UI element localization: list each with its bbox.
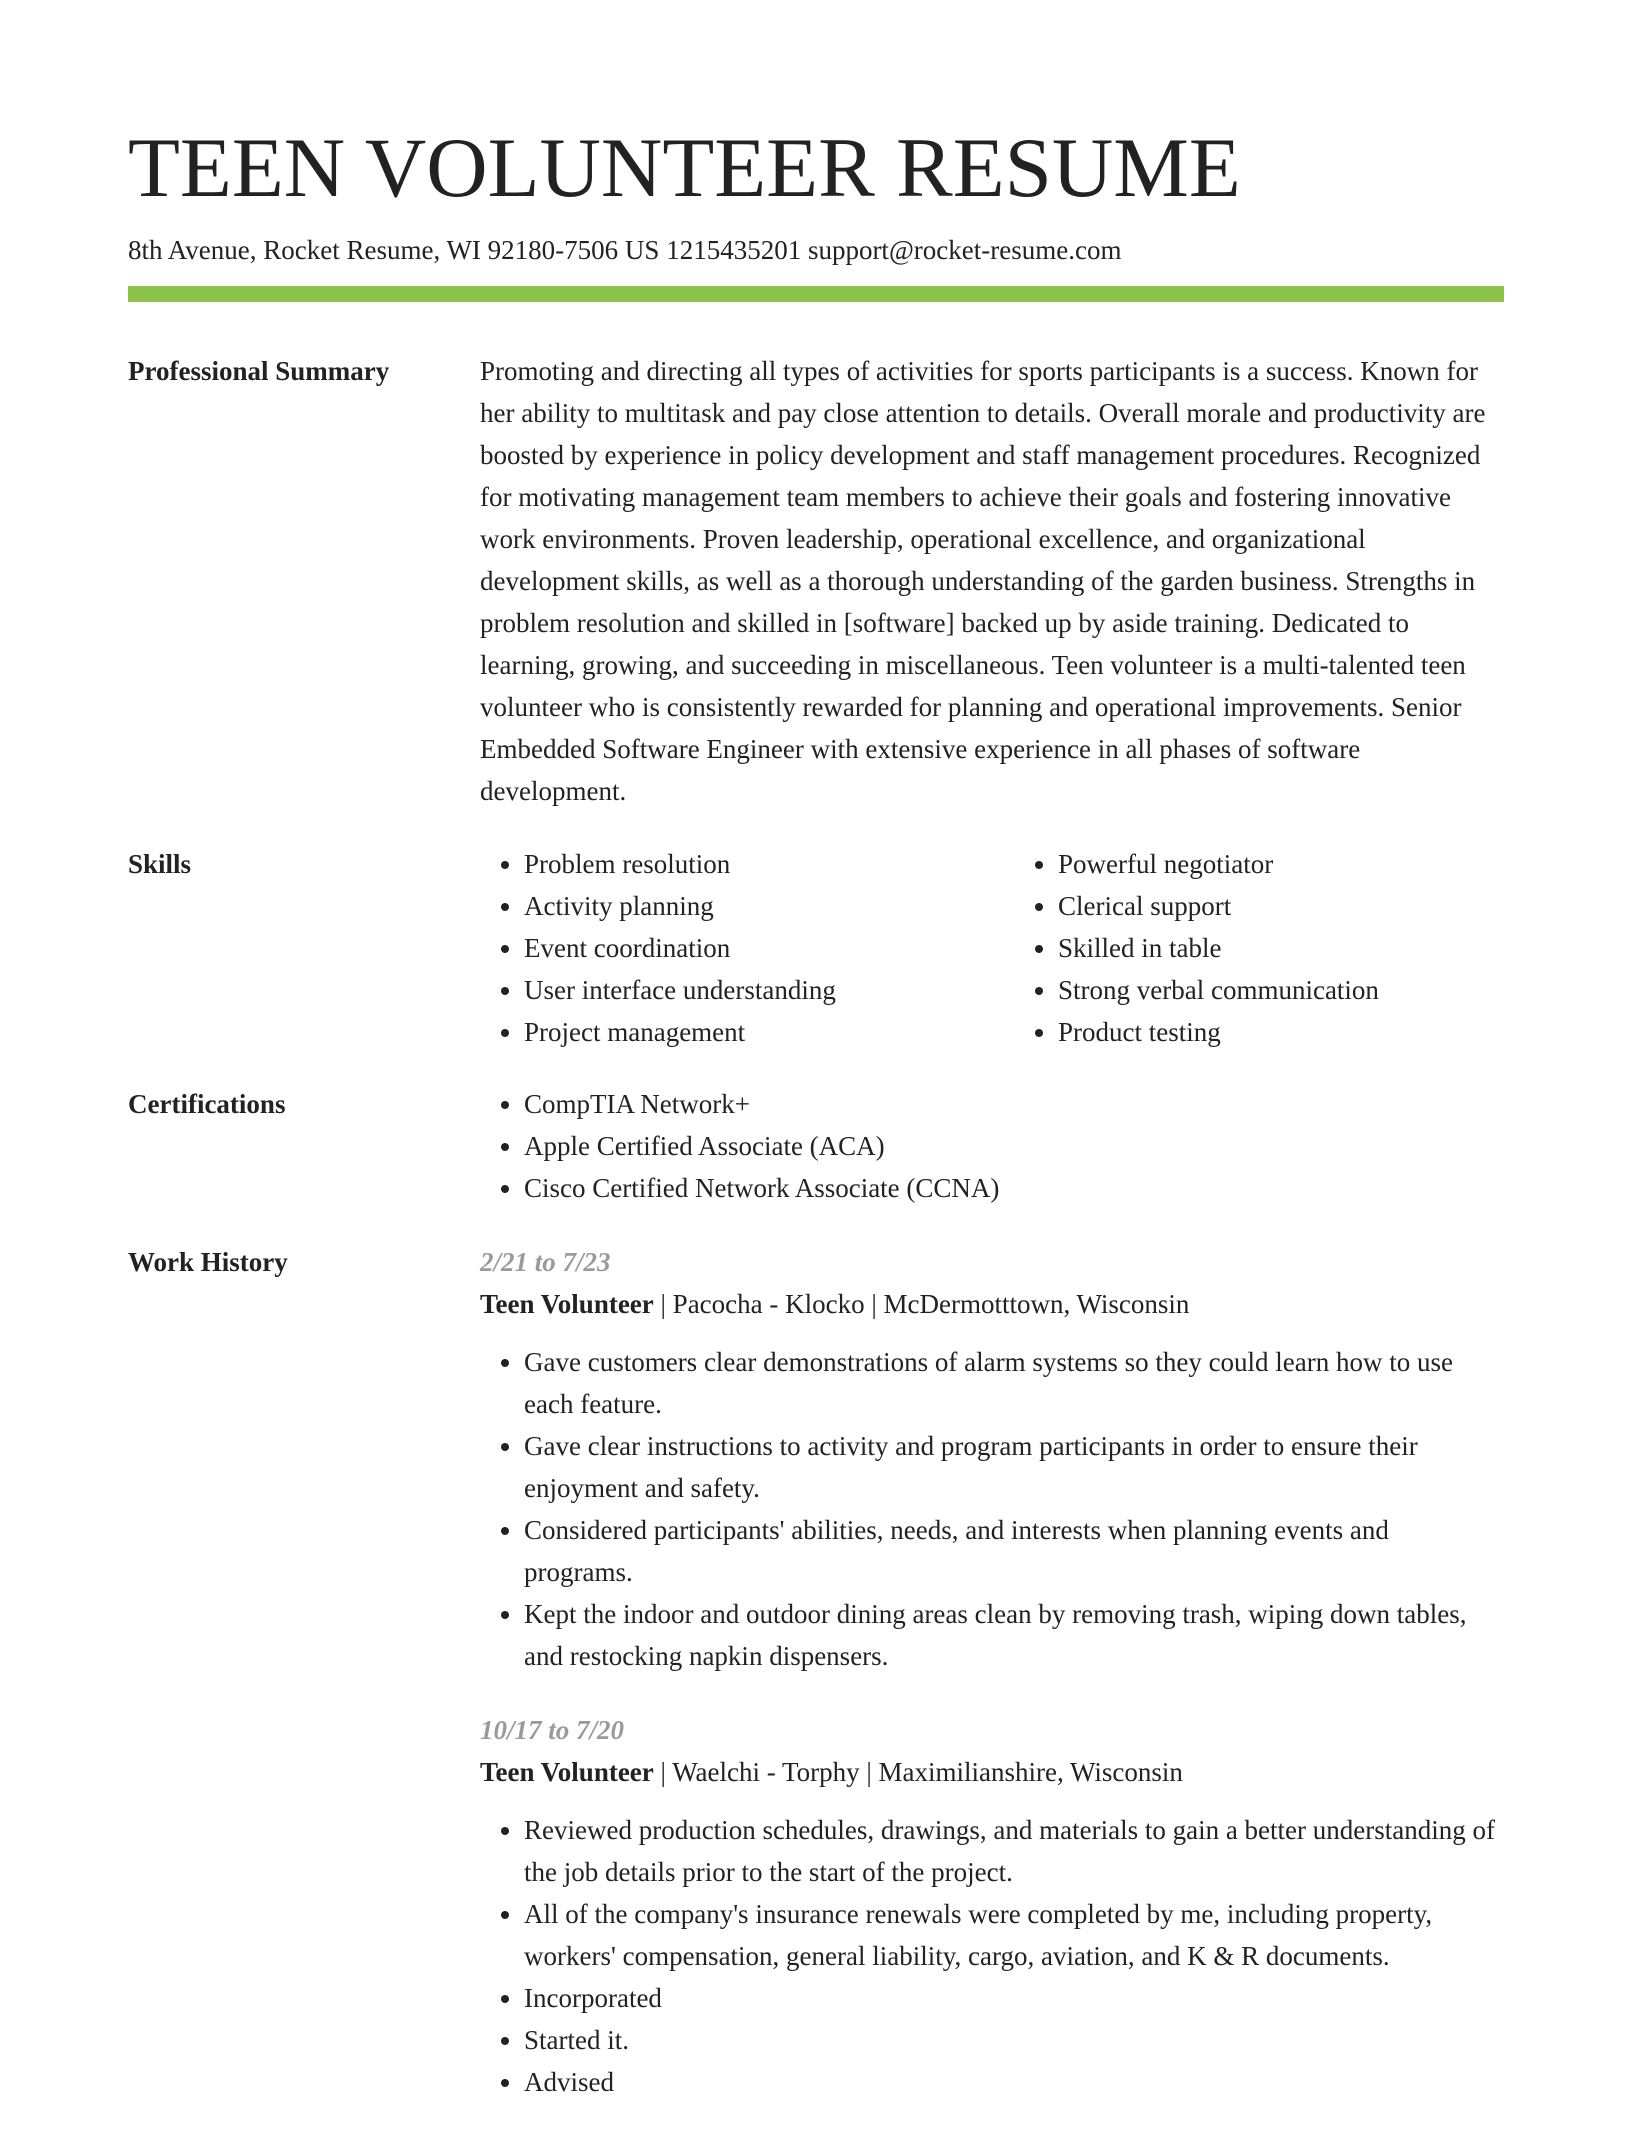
job-title-line: [480, 1751, 1504, 1793]
summary-body: [480, 350, 1504, 812]
contact-phone: 1215435201: [666, 235, 802, 265]
job-entry: [480, 1709, 1504, 2103]
skills-heading: Skills: [128, 849, 192, 879]
skills-body: [480, 843, 1504, 1053]
certifications-heading: Certifications: [128, 1089, 286, 1119]
job-dates: 10/17 to 7/20: [480, 1715, 625, 1745]
contact-address: 8th Avenue, Rocket Resume, WI 92180-7506 US: [128, 235, 660, 265]
summary-text: Promoting and directing all types of activities for sports participants is a success. Known for her ability to multitask and pay close attention to details. Overall morale and productivity are boosted by experience in policy development and staff management procedures. Recognized for motivating management team members to achieve their goals and fostering innovative work environments. Proven leadership, operational excellence, and organizational development skills, as well as a thorough understanding of the garden business. Strengths in problem resolution and skilled in [software] backed up by aside training. Dedicated to learning, growing, and succeeding in miscellaneous. Teen volunteer is a multi-talented teen volunteer who is consistently rewarded for planning and operational improvements. Senior Embedded Software Engineer with extensive experience in all phases of software development.: [480, 356, 1486, 806]
skill-item: • Event coordination: [524, 927, 970, 969]
header-accent-bar: [128, 286, 1504, 302]
certifications-list: [480, 1083, 1504, 1209]
contact-email[interactable]: support@rocket-resume.com: [807, 235, 1122, 265]
job-dates: 2/21 to 7/23: [480, 1247, 611, 1277]
job-bullet: • Gave customers clear demonstrations of alarm systems so they could learn how to use each feature.: [524, 1341, 1504, 1425]
job-bullet: • Started it.: [524, 2019, 1504, 2061]
job-details: | Waelchi - Torphy | Maximilianshire, Wisconsin: [660, 1757, 1183, 1787]
skills-list-right: [1014, 843, 1504, 1053]
job-bullet: • Advised: [524, 2061, 1504, 2103]
skills-columns: [480, 843, 1504, 1053]
job-bullet: • Incorporated: [524, 1977, 1504, 2019]
summary-heading: Professional Summary: [128, 356, 390, 386]
skills-list-left: [480, 843, 970, 1053]
skill-item: • Project management: [524, 1011, 970, 1053]
skill-item: • Product testing: [1058, 1011, 1504, 1053]
skill-item: • Clerical support: [1058, 885, 1504, 927]
resume-title: TEEN VOLUNTEER RESUME: [128, 121, 1241, 215]
work-history-heading: Work History: [128, 1247, 288, 1277]
work-history-body: [480, 1241, 1504, 2135]
job-title: Teen Volunteer: [480, 1757, 654, 1787]
skill-item: • Skilled in table: [1058, 927, 1504, 969]
skill-item: • Problem resolution: [524, 843, 970, 885]
certification-item: • Cisco Certified Network Associate (CCNA): [524, 1167, 1504, 1209]
skill-item: • User interface understanding: [524, 969, 970, 1011]
job-bullet: • Reviewed production schedules, drawings, and materials to gain a better understanding of the job details prior to the start of the project.: [524, 1809, 1504, 1893]
skill-item: • Strong verbal communication: [1058, 969, 1504, 1011]
job-bullet: • All of the company's insurance renewals were completed by me, including property, workers' compensation, general liability, cargo, aviation, and K & R documents.: [524, 1893, 1504, 1977]
job-bullet: • Considered participants' abilities, needs, and interests when planning events and programs.: [524, 1509, 1504, 1593]
skill-item: • Powerful negotiator: [1058, 843, 1504, 885]
job-details: | Pacocha - Klocko | McDermotttown, Wisconsin: [660, 1289, 1190, 1319]
job-bullets: [480, 1809, 1504, 2103]
job-entry: [480, 1241, 1504, 1677]
skill-item: • Activity planning: [524, 885, 970, 927]
job-bullet: • Gave clear instructions to activity and program participants in order to ensure their enjoyment and safety.: [524, 1425, 1504, 1509]
job-title: Teen Volunteer: [480, 1289, 654, 1319]
contact-line: [128, 232, 1121, 268]
job-title-line: [480, 1283, 1504, 1325]
job-bullet: • Kept the indoor and outdoor dining areas clean by removing trash, wiping down tables, and restocking napkin dispensers.: [524, 1593, 1504, 1677]
certification-item: • CompTIA Network+: [524, 1083, 1504, 1125]
job-bullets: [480, 1341, 1504, 1677]
certifications-body: [480, 1083, 1504, 1209]
certification-item: • Apple Certified Associate (ACA): [524, 1125, 1504, 1167]
